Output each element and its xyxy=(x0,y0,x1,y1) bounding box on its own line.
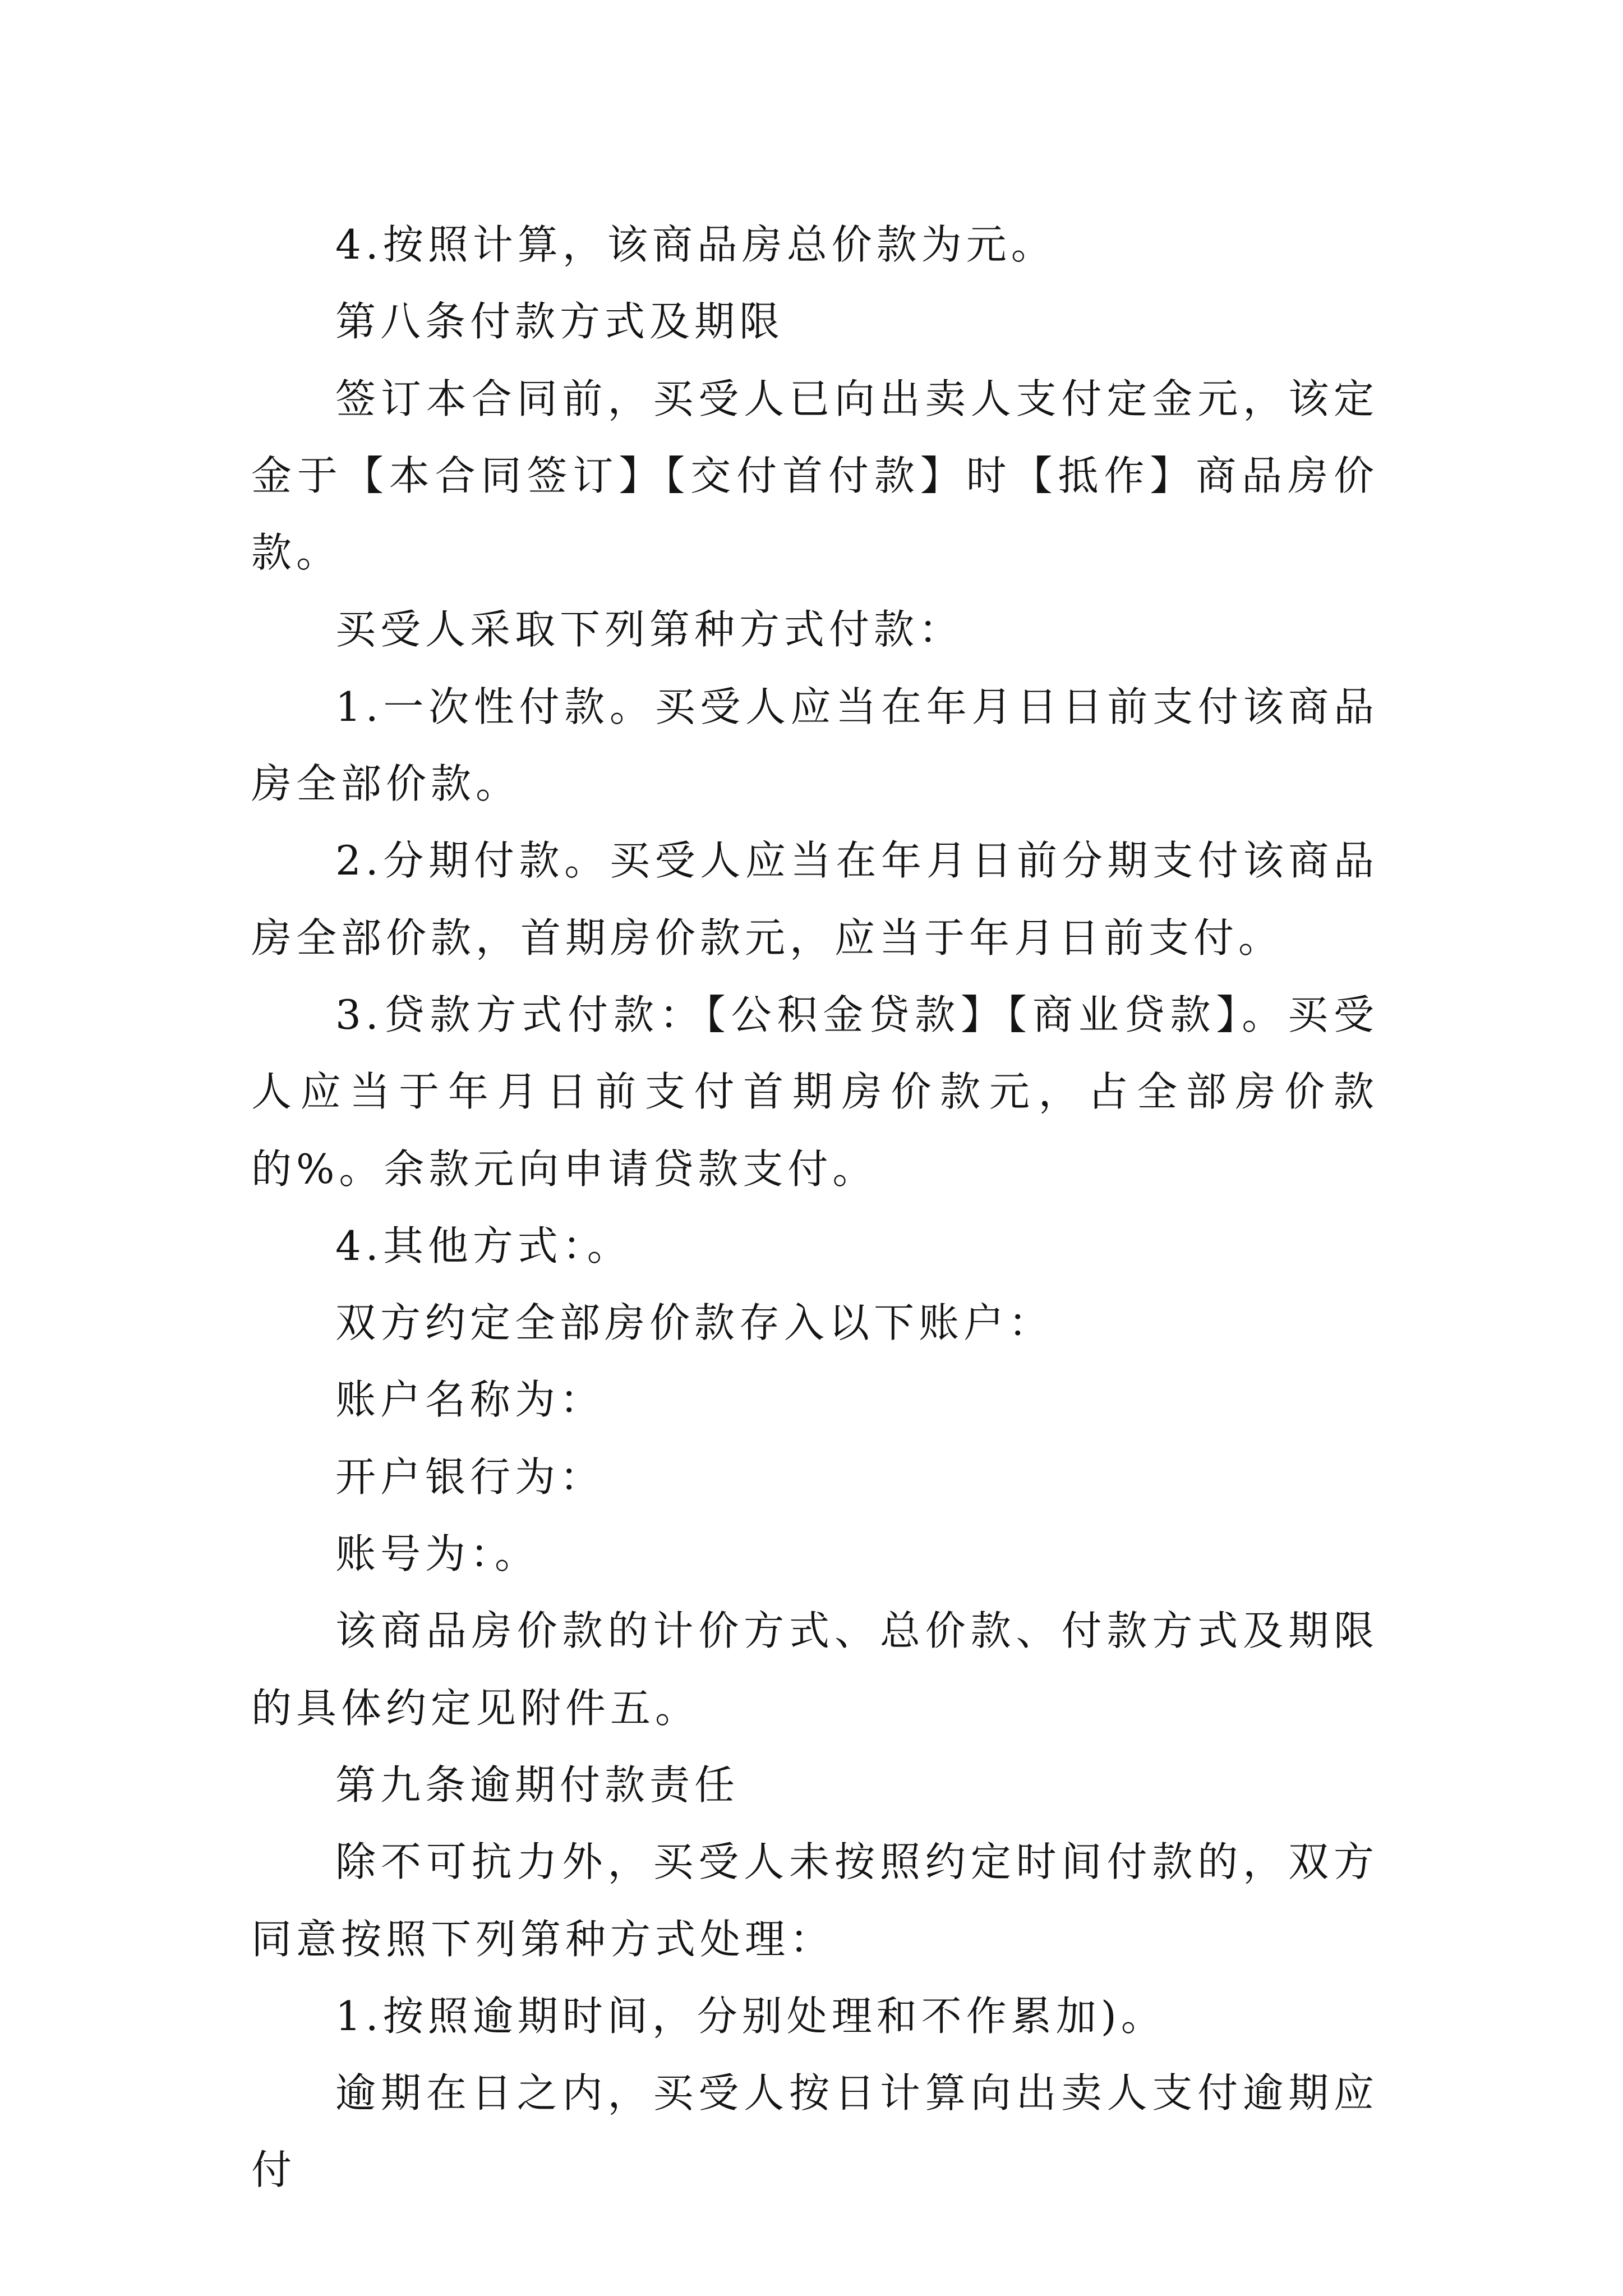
paragraph-lump-sum: 1.一次性付款。买受人应当在年月日日前支付该商品房全部价款。 xyxy=(251,683,1378,808)
paragraph-late-payment-detail: 逾期在日之内，买受人按日计算向出卖人支付逾期应付 xyxy=(251,2069,1378,2194)
paragraph-payment-method-intro: 买受人采取下列第种方式付款： xyxy=(335,606,964,654)
paragraph-total-price: 4.按照计算，该商品房总价款为元。 xyxy=(335,221,1056,268)
paragraph-deposit: 签订本合同前，买受人已向出卖人支付定金元，该定金于【本合同签订】【交付首付款】时【抵作】商品房价款。 xyxy=(251,375,1378,577)
paragraph-other-method: 4.其他方式：。 xyxy=(335,1222,632,1269)
paragraph-account-name: 账户名称为： xyxy=(335,1376,605,1424)
paragraph-late-payment-option-1: 1.按照逾期时间，分别处理和不作累加)。 xyxy=(335,1992,1166,2040)
paragraph-late-payment-intro: 除不可抗力外，买受人未按照约定时间付款的，双方同意按照下列第种方式处理： xyxy=(251,1838,1378,1963)
paragraph-appendix-reference: 该商品房价款的计价方式、总价款、付款方式及期限的具体约定见附件五。 xyxy=(251,1607,1378,1732)
heading-article-8: 第八条付款方式及期限 xyxy=(335,298,785,346)
paragraph-account-intro: 双方约定全部房价款存入以下账户： xyxy=(335,1299,1054,1347)
document-body xyxy=(251,206,1378,2209)
paragraph-account-number: 账号为：。 xyxy=(335,1530,540,1578)
heading-article-9: 第九条逾期付款责任 xyxy=(335,1761,740,1809)
paragraph-bank: 开户银行为： xyxy=(335,1453,605,1501)
paragraph-installment: 2.分期付款。买受人应当在年月日前分期支付该商品房全部价款，首期房价款元，应当于年月日前支付。 xyxy=(251,837,1378,961)
paragraph-loan: 3.贷款方式付款：【公积金贷款】【商业贷款】。买受人应当于年月日前支付首期房价款元，占全部房价款的%。余款元向申请贷款支付。 xyxy=(251,991,1378,1193)
